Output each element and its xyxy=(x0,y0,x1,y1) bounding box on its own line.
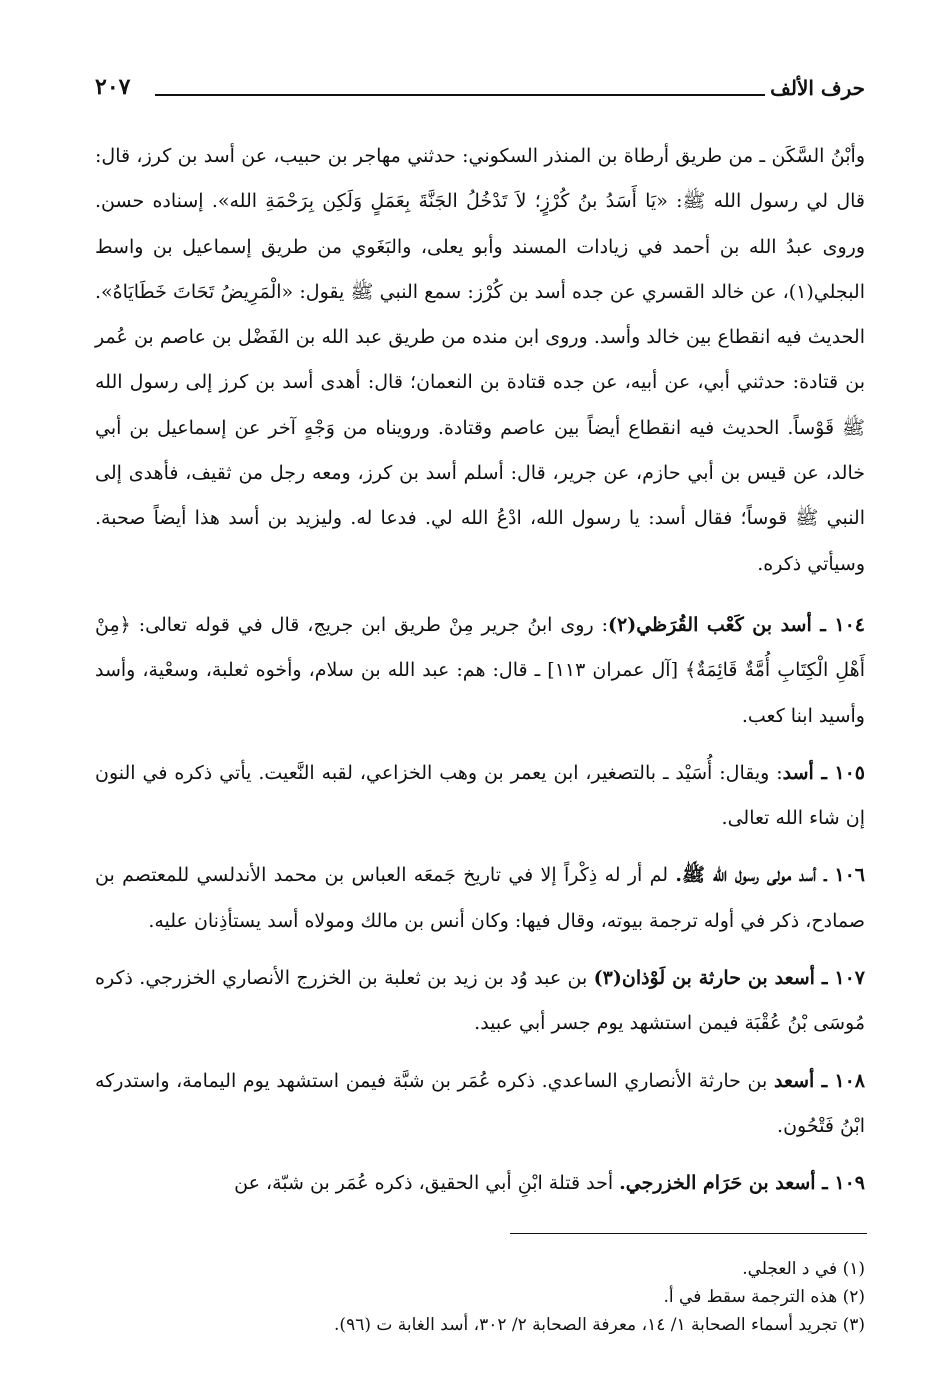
entry-heading: ١٠٧ ـ أسعد بن حارثة بن لَوْذان(٣) xyxy=(593,967,865,990)
entry-heading: ١٠٦ ـ أسد مولى رسول الله ﷺ. xyxy=(675,864,865,887)
header-rule xyxy=(155,94,765,96)
entry-text: : ويقال: أُسَيْد ـ بالتصغير، ابن يعمر بن وهب الخزاعي، لقبه النَّعيت. يأتي ذكره في النون إن شاء الله تعالى. xyxy=(95,761,865,830)
entry-heading: ١٠٤ ـ أسد بن كَعْب القُرَظي(٢) xyxy=(608,613,866,636)
entry-text: بن حارثة الأنصاري الساعدي. ذكره عُمَر بن شبَّة فيمن استشهد يوم اليمامة، واستدركه ابْنُ فَتْحُون. xyxy=(95,1069,865,1137)
entry-107 xyxy=(95,956,865,1047)
page-header xyxy=(95,74,865,108)
entry-106 xyxy=(95,853,865,944)
footnote-2: (٢) هذه الترجمة سقط في أ. xyxy=(663,1287,865,1307)
entry-heading: ١٠٩ ـ أسعد بن حَرَام الخزرجي. xyxy=(619,1172,865,1195)
footnotes xyxy=(95,1255,865,1339)
footnote-rule xyxy=(510,1233,867,1234)
entry-105 xyxy=(95,751,865,842)
entry-heading: ١٠٥ ـ أسد xyxy=(782,761,866,784)
entry-108 xyxy=(95,1059,865,1150)
chapter-title: حرف الألف xyxy=(770,76,865,100)
entry-text: : روى ابنُ جرير مِنْ طريق ابن جريج، قال في قوله تعالى: ﴿مِنْ أَهْلِ الْكِتَابِ أُمَّةٌ قَائِمَةٌ﴾ [آل عمران ١١٣] ـ قال: هم: عبد الله بن سلام، وأخوه ثعلبة، وسعْية، وأسد وأسيد ابنا كعب. xyxy=(95,613,865,727)
paragraph: وأبْنُ السَّكَن ـ من طريق أرطاة بن المنذر السكوني: حدثني مهاجر بن حبيب، عن أسد بن كرز، قال: قال لي رسول الله ﷺ: «يَا أَسَدُ بنُ كُرْزٍ؛ لاَ تَدْخُلُ الجَنَّةَ بِعَمَلٍ وَلَكِن بِرَحْمَةِ الله». إسناده حسن. وروى عبدُ الله بن أحمد في زيادات المسند وأبو يعلى، والبَغَوي من طريق إسماعيل بن واسط البجلي(١)، عن خالد القسري عن جده أسد بن كُرْز: سمع النبي ﷺ يقول: «الْمَرِيضُ تَحَاتَ خَطَايَاهُ». الحديث فيه انقطاع بين خالد وأسد. وروى ابن منده من طريق عبد الله بن الفَضْل بن عاصم بن عُمر بن قتادة: حدثني أبي، عن أبيه، عن جده قتادة بن النعمان؛ قال: أهدى أسد بن كرز إلى رسول الله ﷺ قَوْساً. الحديث فيه انقطاع أيضاً بين عاصم وقتادة. ورويناه من وَجْهٍ آخر عن إسماعيل بن أبي خالد، عن قيس بن أبي حازم، عن جرير، قال: أسلم أسد بن كرز، ومعه رجل من ثقيف، فأهدى إلى النبي ﷺ قوساً؛ فقال أسد: يا رسول الله، ادْعُ الله لي. فدعا له. وليزيد بن أسد هذا أيضاً صحبة. وسيأتي ذكره. xyxy=(95,145,865,575)
footnote-1: (١) في د العجلي. xyxy=(742,1259,865,1279)
entry-text: بن عبد وُد بن زيد بن ثعلبة بن الخزرج الأنصاري الخزرجي. ذكره مُوسَى بْنُ عُقْبَة فيمن استشهد يوم جسر أبي عبيد. xyxy=(95,967,865,1035)
entry-heading: ١٠٨ ـ أسعد xyxy=(773,1069,865,1092)
entry-109 xyxy=(95,1161,865,1206)
page-body xyxy=(95,134,865,1219)
entry-text: لم أر له ذِكْراً إلا في تاريخ جَمعَه العباس بن محمد الأندلسي للمعتصم بن صمادح، ذكر في أوله ترجمة بيوته، وقال فيها: وكان أنس بن مالك ومولاه أسد يستأذِنان عليه. xyxy=(95,864,865,932)
entry-104 xyxy=(95,603,865,739)
page-number: ٢٠٧ xyxy=(95,74,131,100)
entry-text: أحد قتلة ابْنِ أبي الحقيق، ذكره عُمَر بن شبّة، عن xyxy=(234,1172,620,1195)
footnote-3: (٣) تجريد أسماء الصحابة ١/ ١٤، معرفة الصحابة ٢/ ٣٠٢، أسد الغابة ت (٩٦). xyxy=(334,1315,865,1335)
